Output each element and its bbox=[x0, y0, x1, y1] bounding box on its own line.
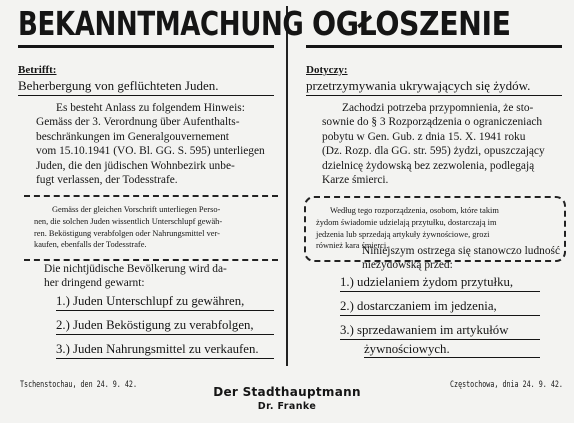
polish-item-3-continued: żywnościowych. bbox=[364, 342, 540, 358]
german-paragraph-line: fugt verlassen, der Todesstrafe. bbox=[36, 174, 178, 187]
german-note-line: ren. Beköstigung verabfolgen oder Nahrungsmittel ver- bbox=[34, 228, 220, 238]
polish-title: OGŁOSZENIE bbox=[312, 4, 511, 43]
polish-paragraph-line: pobytu w Gen. Gub. z dnia 15. X. 1941 roku bbox=[322, 130, 526, 143]
polish-paragraph-line: (Dz. Rozp. dla GG. str. 595) żydzi, opuszczający bbox=[322, 145, 545, 158]
german-note-line: nen, die solchen Juden wissentlich Unterschlupf gewäh- bbox=[34, 216, 223, 226]
polish-item-2: 2.) dostarczaniem im jedzenia, bbox=[340, 299, 540, 316]
polish-note-line: żydom świadomie udzielają przytułku, dostarczają im bbox=[316, 217, 497, 227]
polish-place-date: Częstochowa, dnia 24. 9. 42. bbox=[450, 379, 563, 389]
polish-paragraph bbox=[322, 101, 562, 187]
german-paragraph-line: beschränkungen im Generalgouvernement bbox=[36, 130, 229, 143]
polish-item-3: 3.) sprzedawaniem im artykułów bbox=[340, 323, 540, 340]
polish-subject: przetrzymywania ukrywających się żydów. bbox=[306, 78, 562, 96]
signature-name: Dr. Franke bbox=[257, 401, 317, 412]
polish-paragraph-line: dzielnicę żydowską bez zezwolenia, podlegają bbox=[322, 159, 535, 172]
polish-note-line: jedzenia lub sprzedają artykuły żywnościowe, grozi bbox=[316, 229, 490, 239]
polish-warning-line: Niniejszym ostrzega się stanowczo ludność bbox=[362, 245, 561, 257]
polish-item-1: 1.) udzielaniem żydom przytułku, bbox=[340, 275, 540, 292]
german-note-box bbox=[24, 195, 278, 261]
polish-warning bbox=[362, 244, 562, 273]
german-title-rule bbox=[18, 45, 274, 48]
german-warning bbox=[44, 262, 274, 291]
german-paragraph-line: Juden, die den jüdischen Wohnbezirk unbe- bbox=[36, 159, 235, 172]
polish-paragraph-line: sownie do § 3 Rozporządzenia o ograniczeniach bbox=[322, 116, 543, 129]
german-paragraph bbox=[36, 101, 274, 187]
german-paragraph-line: vom 15.10.1941 (VO. Bl. GG. S. 595) unterliegen bbox=[36, 145, 265, 158]
polish-note-line: Według tego rozporządzenia, osobom, które takim bbox=[330, 206, 499, 215]
german-item-1: 1.) Juden Unterschlupf zu gewähren, bbox=[56, 294, 274, 311]
column-divider bbox=[286, 6, 288, 366]
german-subject-label: Betrifft: bbox=[18, 64, 57, 76]
german-warning-line: Die nichtjüdische Bevölkerung wird da- bbox=[44, 263, 227, 275]
polish-paragraph-line: Zachodzi potrzeba przypomnienia, że sto- bbox=[342, 102, 534, 114]
german-paragraph-line: Es besteht Anlass zu folgendem Hinweis: bbox=[56, 102, 245, 114]
german-note-line: kaufen, ebenfalls der Todesstrafe. bbox=[34, 240, 147, 250]
polish-paragraph-line: Karze śmierci. bbox=[322, 174, 389, 187]
german-subject: Beherbergung von geflüchteten Juden. bbox=[18, 78, 274, 96]
german-warning-line: her dringend gewarnt: bbox=[44, 277, 145, 290]
german-item-3: 3.) Juden Nahrungsmittel zu verkaufen. bbox=[56, 342, 274, 359]
polish-note-line: również kara śmierci. bbox=[316, 241, 389, 251]
german-paragraph-line: Gemäss der 3. Verordnung über Aufenthalts- bbox=[36, 116, 240, 129]
signature-title: Der Stadthauptmann bbox=[213, 385, 361, 399]
polish-title-rule bbox=[306, 45, 562, 48]
german-note-line: Gemäss der gleichen Vorschrift unterliegen Perso- bbox=[52, 205, 221, 214]
german-item-2: 2.) Juden Beköstigung zu verabfolgen, bbox=[56, 318, 274, 335]
german-place-date: Tschenstochau, den 24. 9. 42. bbox=[20, 379, 137, 389]
polish-warning-line: nieżydowską przed: bbox=[362, 259, 453, 272]
german-title: BEKANNTMACHUNG bbox=[18, 4, 304, 43]
polish-subject-label: Dotyczy: bbox=[306, 64, 348, 76]
